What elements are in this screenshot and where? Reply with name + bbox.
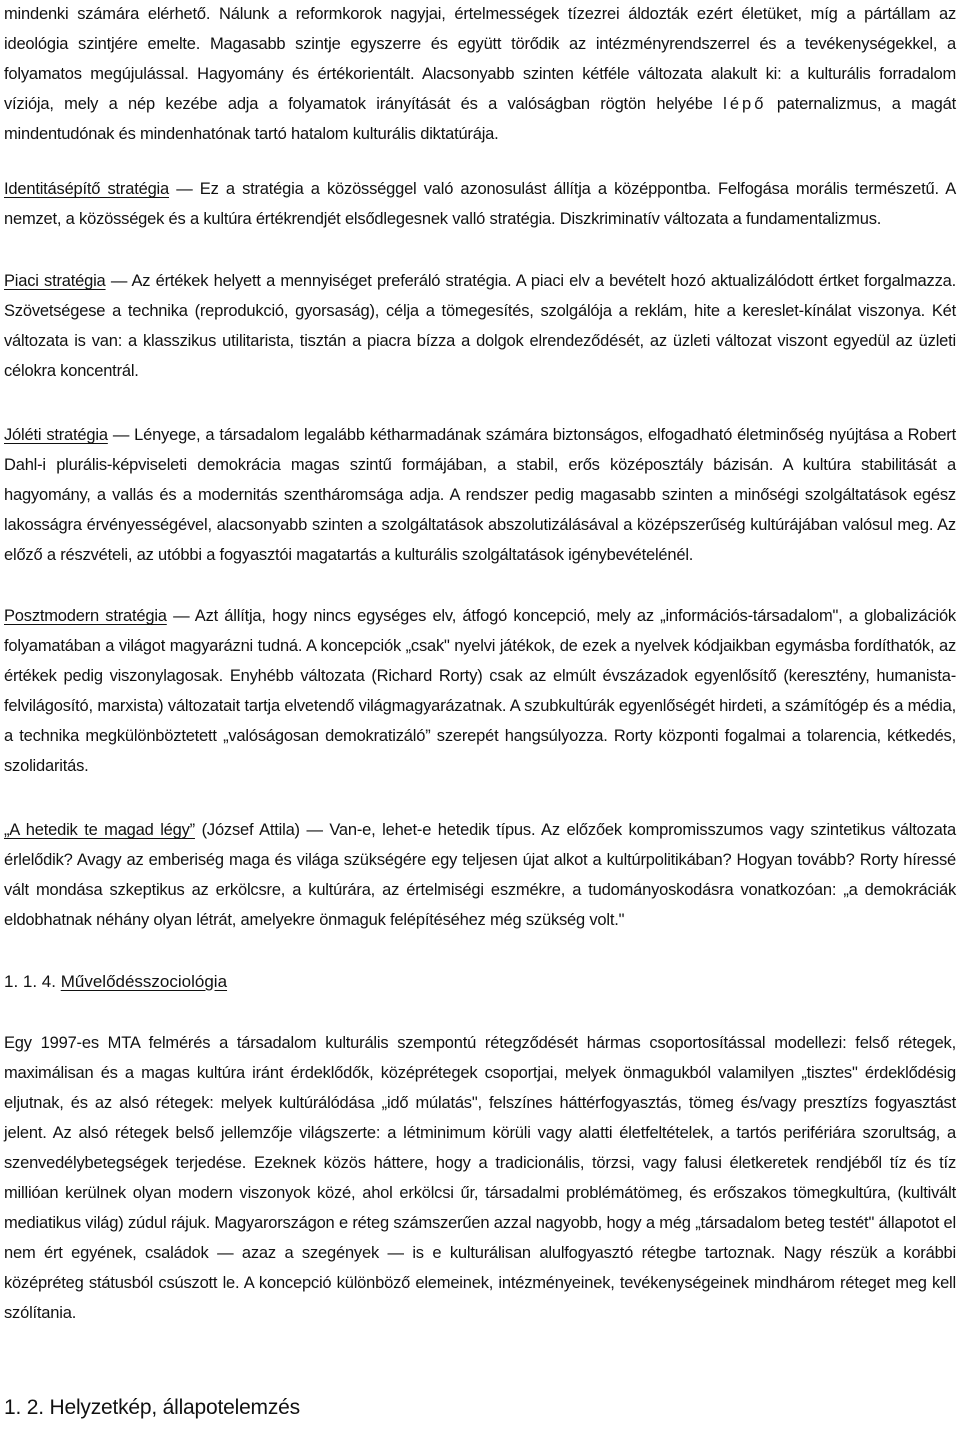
welfare-strategy-term: Jóléti stratégia	[4, 426, 108, 444]
seventh-type-text: (József Attila) — Van-e, lehet-e hetedik típus. Az előzőek kompromisszumos vagy szintetikus változata érlelődik? Avagy az emberiség maga és világa szükségére egy teljesen újat alkot a kultúrpolitikában? Hogyan tovább? Rorty híressé vált mondása szkeptikus az erkölcsre, a kultúrára, az értelmiségi eszmékre, a tudományoskodásra vonatkozóan: „a demokráciák eldobhatnak néhány olyan létrát, amelyekre önmaguk felépítéséhez még szükség volt."	[4, 821, 957, 929]
welfare-strategy-text: Lényege, a társadalom legalább kétharmadának számára biztonságos, elfogadható életminőség nyújtása a Robert Dahl-i plurális-képviseleti demokrácia magas szintű formájában, a stabil, erős középosztály bázisán. A kultúra stabilitását a hagyomány, a vallás és a modernitás szentháromsága adja. A rendszer pedig magasabb szinten a minőségi szolgáltatások egész lakosságra érvényességével, alacsonyabb szinten a szolgáltatások abszolutizálásával a középszerűség kultúrájában valósul meg. Az előző a részvételi, az utóbbi a fogyasztói magatartás a kulturális szolgáltatások igénybevételénél.	[4, 426, 956, 564]
welfare-strategy-dash: —	[112, 426, 130, 444]
seventh-type-term: „A hetedik te magad légy”	[4, 821, 195, 839]
identity-strategy-paragraph	[4, 174, 956, 234]
market-strategy-paragraph	[4, 266, 956, 386]
intro-text-1: mindenki számára elérhető. Nálunk a reformkorok nagyjai, értelmességek tízezrei áldozták ezért életüket, míg a pártállam az ideológia szintjére emelte. Magasabb szintje egyszerre és együtt törődik az intézményrendszerrel és a tevékenységekkel, a folyamatos megújulással. Hagyomány és értékorientált. Alacsonyabb szinten kétféle változata alakult ki: a kulturális forradalom víziója, mely a nép kezébe adja a folyamatok irányítását és a valóságban rögtön helyébe	[4, 5, 956, 113]
mta-survey-paragraph	[4, 1028, 956, 1328]
identity-strategy-term: Identitásépítő stratégia	[4, 180, 169, 198]
seventh-type-paragraph	[4, 815, 956, 935]
intro-paragraph	[4, 0, 956, 149]
welfare-strategy-paragraph	[4, 420, 956, 570]
section-title: Művelődésszociológia	[60, 972, 228, 991]
identity-strategy-dash: —	[176, 180, 193, 198]
intro-text-2: paternalizmus, a magát mindentudónak és mindenhatónak tartó hatalom kulturális diktatúrája.	[4, 95, 957, 143]
identity-strategy-text: Ez a stratégia a közösséggel való azonosulást állítja a középpontba. Felfogása morális természetű. A nemzet, a közösségek és a kultúra értékrendjét elsődlegesnek valló stratégia. Diszkriminatív változata a fundamentalizmus.	[4, 180, 956, 228]
market-strategy-dash: —	[110, 272, 128, 290]
market-strategy-text: Az értékek helyett a mennyiséget preferáló stratégia. A piaci elv a bevételt hozó aktualizálódott értket forgalmazza. Szövetségese a technika (reprodukció, gyorsaság), célja a tömegesítés, szolgálója a reklám, hite a kereslet-kínálat viszonya. Két változata is van: a klasszikus utilitarista, tisztán a piacra bízza a dolgok elrendeződését, az üzleti változat viszont egyedül az üzleti célokra koncentrál.	[4, 272, 956, 380]
section-heading	[4, 967, 227, 997]
intro-spaced-word: lépő	[723, 95, 767, 113]
chapter-heading: 1. 2. Helyzetkép, állapotelemzés	[4, 1396, 300, 1419]
postmodern-strategy-text: Azt állítja, hogy nincs egységes elv, átfogó koncepció, mely az „információs-társadalom", a globalizációk folyamatában a világot magyarázni tudná. A koncepciók „csak" nyelvi játékok, de ezek a nyelvek kódjaikban egymásba fordíthatók, az értékek pedig viszonylagosak. Enyhébb változata (Richard Rorty) csak az elmúlt évszázadok egyenlősítő (keresztény, humanista-felvilágosító, marxista) változatait tartja elvetendő világmagyarázatnak. A szubkultúrák egyenlőségét hirdeti, a számítógép és a média, a technika megkülönböztetett „valóságosan demokratizáló” szerepét hangsúlyozza. Rorty központi fogalmai a tolarencia, kétkedés, szolidaritás.	[4, 607, 956, 775]
postmodern-strategy-term: Posztmodern stratégia	[4, 607, 167, 625]
postmodern-strategy-paragraph	[4, 601, 956, 781]
postmodern-strategy-dash: —	[173, 607, 190, 625]
mta-survey-text: Egy 1997-es MTA felmérés a társadalom kulturális szempontú rétegződését hármas csoportosítással modellezi: felső rétegek, maximálisan és a magas kultúra iránt érdeklődők, középrétegek csoportjai, melyek önmagukból valamilyen „tisztes" érdeklődésig eljutnak, és az alsó rétegek: melyek kultúrálódása „idő múlatás", felszínes háttérfogyasztás, tömeg és/vagy presztízs fogyasztást jelent. Az alsó rétegek belső jellemzője világszerte: a létminimum körüli vagy alatti életfeltételek, a tartós perifériára szorultság, a szenvedélybetegségek terjedése. Ezeknek közös háttere, hogy a tradicionális, törzsi, vagy falusi életkeretek rendjéből tíz és tíz millióan kerülnek olyan modern viszonyok közé, ahol erkölcsi űr, társadalmi problémátömeg, és erőszakos tömegkultúra, (kultivált mediatikus világ) zúdul rájuk. Magyarországon e réteg számszerűen azzal nagyobb, hogy a még „társadalom beteg testét" állapotot el nem ért egyének, családok — azaz a szegények — is e kulturálisan alulfogyasztó rétegbe tartoznak. Nagy részük a korábbi középréteg státusból csúszott le. A koncepció különböző elemeinek, intézményeinek, tevékenységeinek mindhárom réteget meg kell szólítania.	[4, 1034, 956, 1322]
section-number: 1. 1. 4.	[4, 972, 56, 991]
market-strategy-term: Piaci stratégia	[4, 272, 106, 290]
